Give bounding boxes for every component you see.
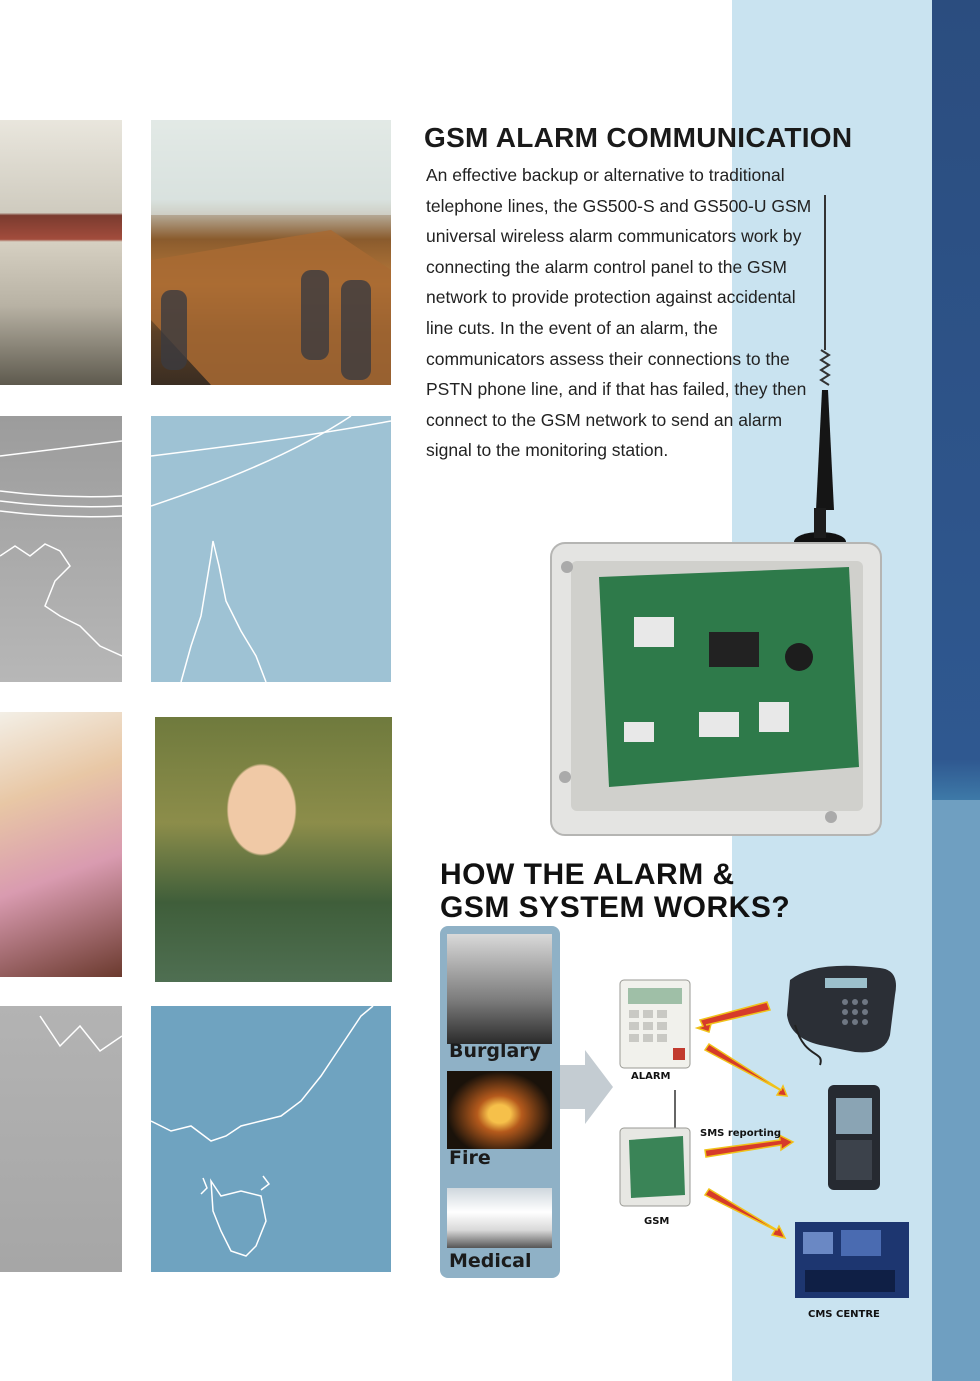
diagram-title-line1: HOW THE ALARM &: [440, 858, 735, 891]
gsm-module-icon: [620, 1090, 690, 1206]
mother-daughter-photo: [0, 712, 122, 977]
diagram-title: [440, 858, 790, 924]
fire-image: [447, 1071, 552, 1149]
event-burglary: Burglary: [449, 1040, 542, 1062]
flow-arrow-icon: [560, 1050, 613, 1124]
grey-map-tile-2: [0, 1006, 122, 1272]
page-title: GSM ALARM COMMUNICATION: [424, 122, 853, 153]
cms-centre-image: [795, 1222, 909, 1298]
burglar-image: [447, 934, 552, 1044]
cms-centre-caption: CMS CENTRE: [808, 1309, 880, 1320]
ambulance-image: [447, 1188, 552, 1248]
house-family-photo: [0, 120, 122, 385]
grey-map-tile: [0, 416, 122, 682]
telephone-icon: [787, 966, 896, 1065]
alarm-to-mobile-arrow: [705, 1044, 787, 1096]
sms-reporting-caption: SMS reporting: [700, 1128, 781, 1139]
toddler-photo: [155, 717, 392, 982]
gsm-antenna-icon: [790, 190, 850, 570]
diagram-title-line2: GSM SYSTEM WORKS?: [440, 891, 791, 924]
alarm-keypad-icon: [620, 980, 690, 1068]
blue-map-tile-2: [151, 1006, 391, 1272]
phone-to-alarm-arrow: [697, 1002, 770, 1032]
alarm-caption: ALARM: [631, 1071, 671, 1082]
boardroom-photo: [151, 120, 391, 385]
blue-map-tile: [151, 416, 391, 682]
event-panel: [440, 926, 560, 1278]
gsm-to-cms-arrow: [705, 1189, 785, 1238]
gsm-caption: GSM: [644, 1216, 670, 1227]
dark-blue-side-band: [932, 0, 980, 1381]
event-medical: Medical: [449, 1250, 532, 1272]
article-body: An effective backup or alternative to traditional telephone lines, the GS500-S and GS500-U GSM universal wireless alarm communicators work by connecting the alarm control panel to the GSM network to provide protection against accidental line cuts. In the event of an alarm, the communicators assess their connections to the PSTN phone line, and if that has failed, they then connect to the GSM network to send an alarm signal to the monitoring station.: [426, 165, 812, 461]
mobile-phone-icon: [828, 1085, 880, 1190]
gsm-communicator-device-icon: [549, 537, 885, 839]
event-fire: Fire: [449, 1147, 491, 1169]
